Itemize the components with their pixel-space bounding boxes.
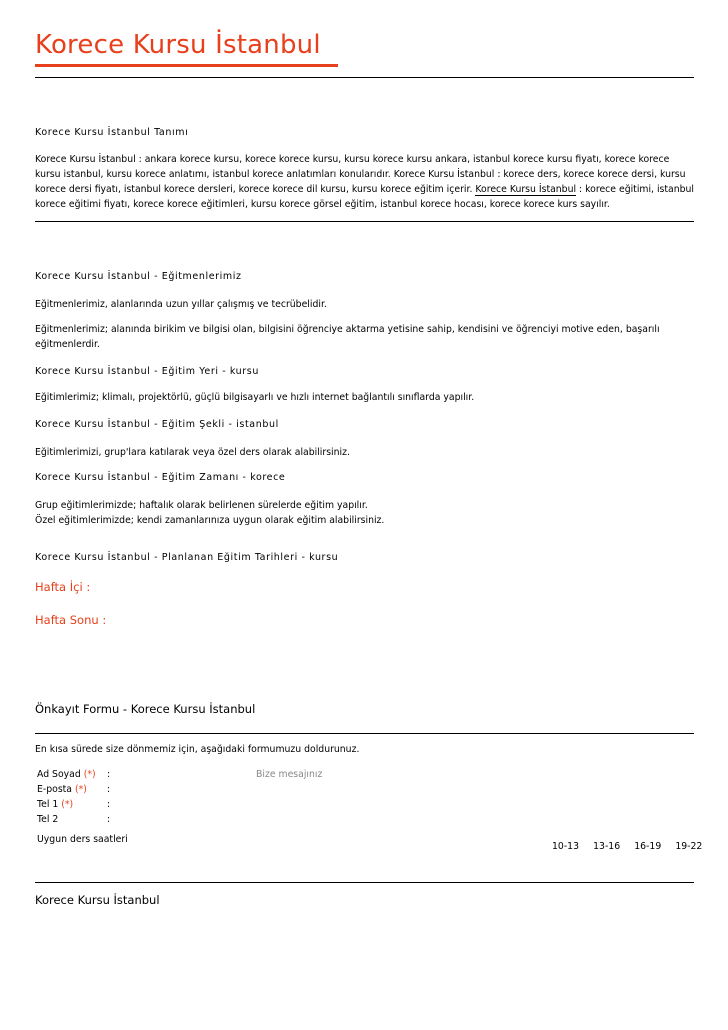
format-heading: Korece Kursu İstanbul - Eğitim Şekli - istanbul (35, 419, 279, 430)
format-text: Eğitimlerimizi, grup'lara katılarak veya özel ders olarak alabilirsiniz. (35, 447, 350, 458)
timing-text-2: Özel eğitimlerimizde; kendi zamanlarınıza uygun olarak eğitim alabilirsiniz. (35, 515, 385, 526)
divider (35, 882, 694, 883)
intro-text-after: : korece eğitimi, istanbul korece eğitimi fiyatı, korece korece eğitimleri, kursu korece görsel eğitim, istanbul korece hocası, korece korece kurs sayılır. (35, 184, 694, 210)
hours-options (543, 834, 702, 853)
divider (35, 221, 694, 222)
name-field-input[interactable]: : (107, 769, 111, 780)
phone2-field-input[interactable]: : (107, 814, 111, 825)
phone1-field-input[interactable]: : (107, 799, 111, 810)
intro-text-before: Korece Kursu İstanbul : ankara korece kursu, korece korece kursu, kursu korece kursu ankara, istanbul korece kursu fiyatı, korece korece kursu istanbul, kursu korece anlatımı, istanbul korece anlatımları konularıdır. Korece Kursu İstanbul : korece ders, korece korece dersi, kursu korece dersi fiyatı, istanbul korece dersleri, korece korece dil kursu, kursu korece eğitim içerir. (35, 154, 686, 195)
instructors-text-2: Eğitmenlerimiz; alanında birikim ve bilgisi olan, bilgisini öğrenciye aktarma yetisine sahip, kendisini ve öğrenciyi motive eden, başarılı eğitmenlerdir. (35, 324, 660, 350)
weekend-label: Hafta Sonu : (35, 613, 107, 627)
hour-option-13-16[interactable]: 13-16 (593, 841, 621, 852)
required-marker: (*) (61, 799, 74, 810)
required-marker: (*) (74, 784, 87, 795)
name-label-text: Ad Soyad (37, 769, 81, 780)
email-field-input[interactable]: : (107, 784, 111, 795)
phone2-field-label (37, 814, 58, 825)
divider (35, 77, 694, 78)
weekday-label: Hafta İçi : (35, 580, 91, 594)
place-text: Eğitimlerimiz; klimalı, projektörlü, güçlü bilgisayarlı ve hızlı internet bağlantılı sınıflarda yapılır. (35, 392, 475, 403)
schedule-heading: Korece Kursu İstanbul - Planlanan Eğitim Tarihleri - kursu (35, 552, 339, 563)
title-underline (35, 64, 338, 67)
hour-option-10-13[interactable]: 10-13 (552, 841, 580, 852)
required-marker: (*) (83, 769, 96, 780)
intro-heading: Korece Kursu İstanbul Tanımı (35, 127, 189, 138)
timing-heading: Korece Kursu İstanbul - Eğitim Zamanı - korece (35, 472, 286, 483)
phone2-label-text: Tel 2 (37, 814, 59, 825)
name-field-label (37, 769, 96, 780)
timing-text-1: Grup eğitimlerimizde; haftalık olarak belirlenen sürelerde eğitim yapılır. (35, 500, 368, 511)
instructors-text-1: Eğitmenlerimiz, alanlarında uzun yıllar çalışmış ve tecrübelidir. (35, 299, 327, 310)
message-textarea[interactable]: Bize mesajınız (256, 769, 323, 780)
phone1-label-text: Tel 1 (37, 799, 59, 810)
intro-link[interactable]: Korece Kursu İstanbul (475, 184, 577, 195)
footer-title: Korece Kursu İstanbul (35, 893, 160, 907)
hour-option-16-19[interactable]: 16-19 (634, 841, 662, 852)
phone1-field-label (37, 799, 73, 810)
divider (35, 733, 694, 734)
instructors-heading: Korece Kursu İstanbul - Eğitmenlerimiz (35, 271, 242, 282)
hours-label: Uygun ders saatleri (37, 834, 128, 845)
intro-paragraph (35, 152, 695, 212)
place-heading: Korece Kursu İstanbul - Eğitim Yeri - kursu (35, 366, 259, 377)
page-title: Korece Kursu İstanbul (35, 30, 321, 60)
email-field-label (37, 784, 87, 795)
email-label-text: E-posta (37, 784, 73, 795)
form-intro: En kısa sürede size dönmemiz için, aşağıdaki formumuzu doldurunuz. (35, 744, 360, 755)
form-heading: Önkayıt Formu - Korece Kursu İstanbul (35, 702, 256, 716)
hour-option-19-22[interactable]: 19-22 (675, 841, 703, 852)
